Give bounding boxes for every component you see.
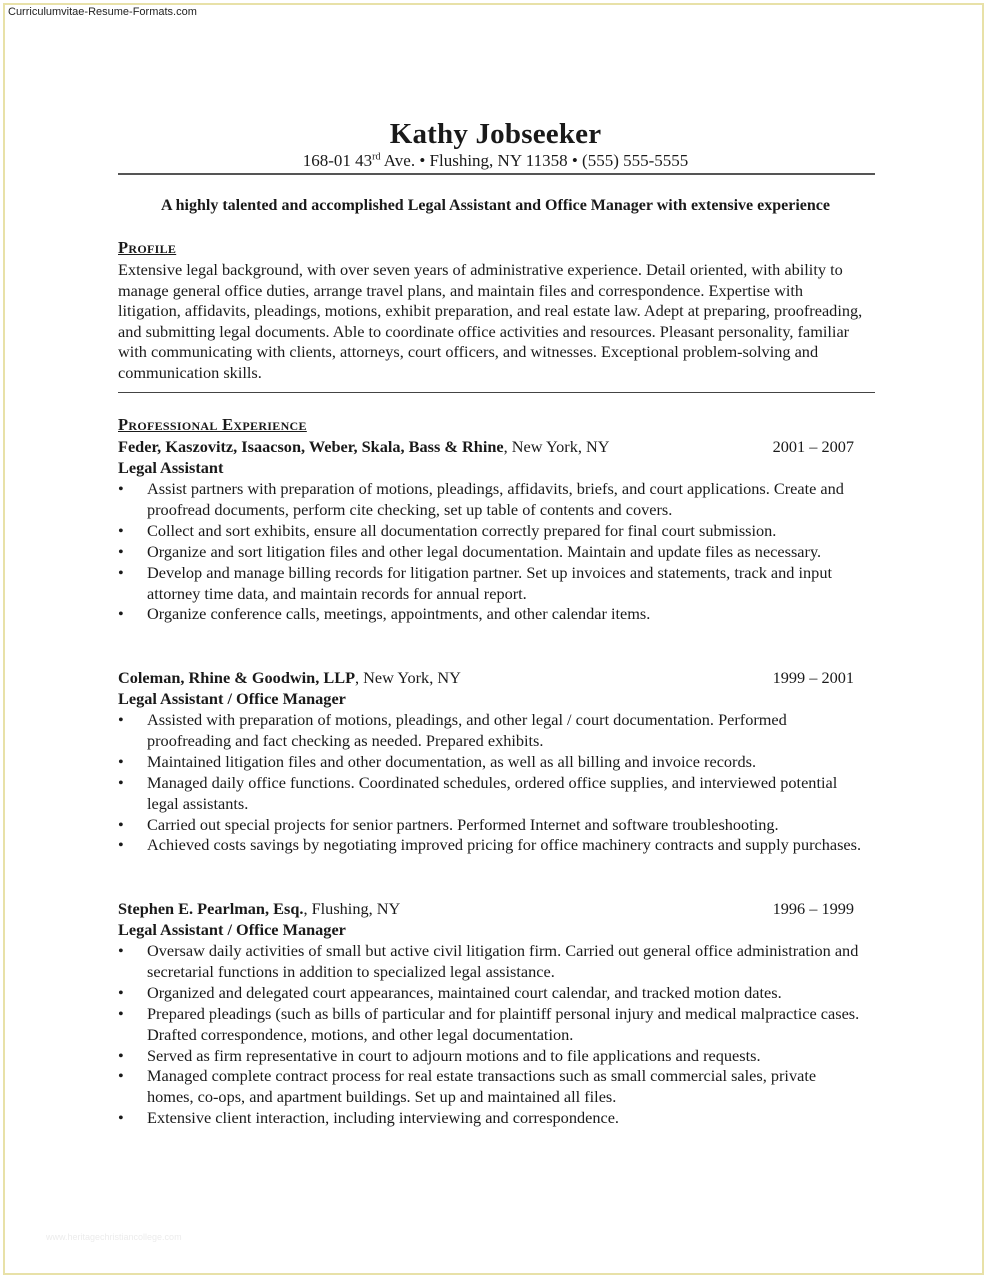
list-item: • Organize and sort litigation files and other legal documentation. Maintain and update files as necessary. [118, 542, 863, 563]
faint-watermark: www.heritagechristiancollege.com [46, 1232, 182, 1242]
list-item: • Collect and sort exhibits, ensure all documentation correctly prepared for final court submission. [118, 521, 863, 542]
source-watermark[interactable]: Curriculumvitae-Resume-Formats.com [8, 6, 197, 18]
list-item: • Achieved costs savings by negotiating improved pricing for office machinery contracts and supply purchases. [118, 835, 863, 856]
job-header [118, 668, 854, 689]
address-suffix: rd [372, 151, 381, 163]
list-item: • Oversaw daily activities of small but active civil litigation firm. Carried out general office administration and secretarial functions in addition to specialized legal assistance. [118, 941, 863, 983]
job-duties-list [118, 941, 863, 1129]
resume-headline: A highly talented and accomplished Legal Assistant and Office Manager with extensive experience [160, 197, 830, 214]
list-item: • Served as firm representative in court to adjourn motions and to file applications and requests. [118, 1046, 863, 1067]
list-item: • Develop and manage billing records for litigation partner. Set up invoices and statements, track and input attorney time data, and maintain records for annual report. [118, 563, 863, 605]
employer-location: , Flushing, NY [303, 899, 401, 918]
list-item: • Extensive client interaction, including interviewing and correspondence. [118, 1108, 863, 1129]
profile-heading: Profile [118, 238, 177, 257]
candidate-name: Kathy Jobseeker [389, 118, 602, 150]
list-item: • Managed complete contract process for real estate transactions such as small commercial sales, private homes, co-ops, and apartment buildings. Set up and maintained all files. [118, 1066, 863, 1108]
profile-divider [118, 392, 875, 393]
employer-name: Coleman, Rhine & Goodwin, LLP [118, 668, 356, 687]
employer-name: Stephen E. Pearlman, Esq. [118, 899, 304, 918]
employment-dates: 2001 – 2007 [772, 437, 854, 456]
list-item: • Organized and delegated court appearances, maintained court calendar, and tracked motion dates. [118, 983, 863, 1004]
list-item: • Prepared pleadings (such as bills of particular and for plaintiff personal injury and medical malpractice cases. Drafted correspondence, motions, and other legal documentation. [118, 1004, 863, 1046]
job-duties-list [118, 710, 863, 856]
list-item: • Organize conference calls, meetings, appointments, and other calendar items. [118, 604, 863, 625]
list-item: • Maintained litigation files and other documentation, as well as all billing and invoice records. [118, 752, 863, 773]
address-street: 168-01 43 [302, 151, 373, 170]
employer-name: Feder, Kaszovitz, Isaacson, Weber, Skala, Bass & Rhine [118, 437, 504, 456]
header-divider [118, 173, 875, 175]
employer-location: , New York, NY [503, 437, 610, 456]
employer-location: , New York, NY [355, 668, 461, 687]
list-item: • Assisted with preparation of motions, pleadings, and other legal / court documentation. Performed proofreading and fact checking as needed. Prepared exhibits. [118, 710, 863, 752]
profile-text: Extensive legal background, with over seven years of administrative experience. Detail oriented, with ability to manage general office duties, arrange travel plans, and maintain files and correspondence. Expertise with litigation, affidavits, pleadings, motions, exhibit preparation, and real estate law. Adept at preparing, proofreading, and submitting legal documents. Able to coordinate office activities and resources. Pleasant personality, familiar with communicating with clients, attorneys, court officers, and witnesses. Exceptional problem-solving and communication skills. [118, 260, 863, 382]
experience-heading: Professional Experience [118, 415, 307, 434]
job-duties-list [118, 479, 863, 625]
job-title: Legal Assistant / Office Manager [118, 689, 346, 708]
address-rest: Ave. • Flushing, NY 11358 • (555) 555-5555 [380, 151, 689, 170]
list-item: • Carried out special projects for senior partners. Performed Internet and software troubleshooting. [118, 815, 863, 836]
job-title: Legal Assistant / Office Manager [118, 920, 346, 939]
employment-dates: 1996 – 1999 [772, 899, 854, 918]
list-item: • Assist partners with preparation of motions, pleadings, affidavits, briefs, and court applications. Create and proofread documents, perform cite checking, set up table of contents and covers. [118, 479, 863, 521]
job-header [118, 437, 854, 458]
job-header [118, 899, 854, 920]
employment-dates: 1999 – 2001 [772, 668, 854, 687]
job-title: Legal Assistant [118, 458, 224, 477]
contact-line [0, 151, 991, 171]
list-item: • Managed daily office functions. Coordinated schedules, ordered office supplies, and interviewed potential legal assistants. [118, 773, 863, 815]
